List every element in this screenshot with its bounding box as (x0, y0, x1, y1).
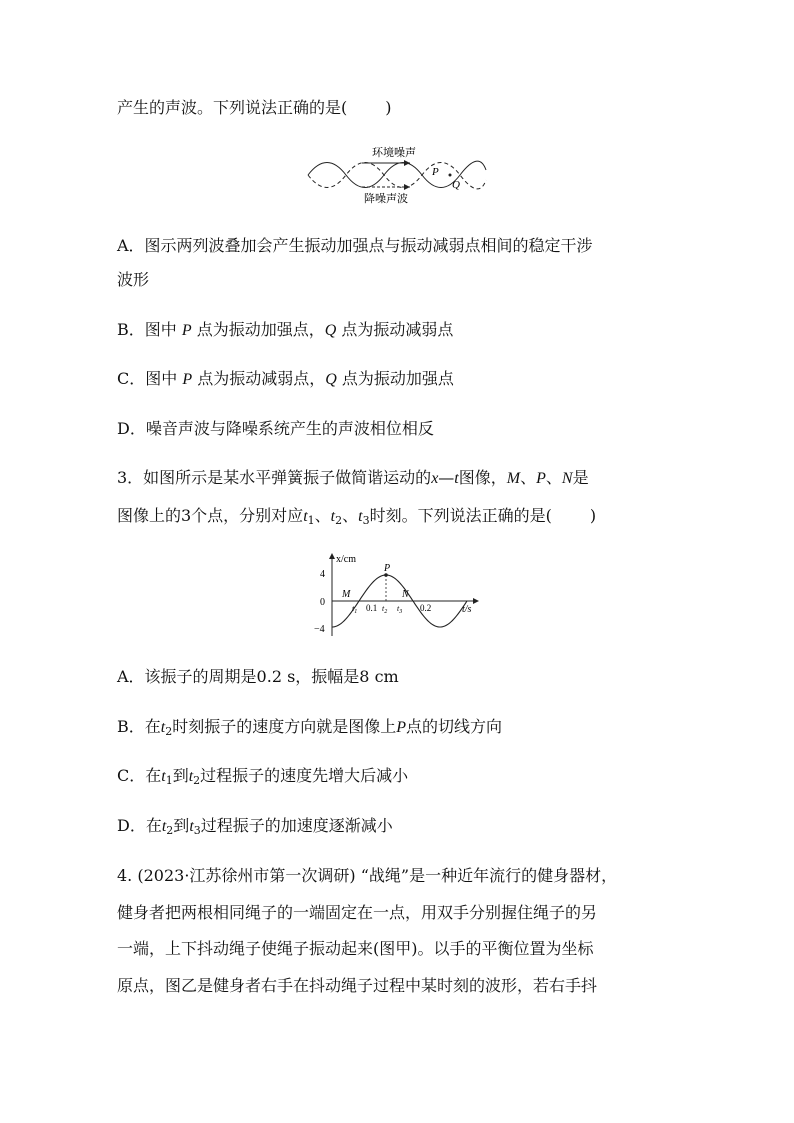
option-a: A．图示两列波叠加会产生振动加强点与振动减弱点相间的稳定干涉 (117, 236, 593, 255)
option-c: C．图中 P 点为振动减弱点，Q 点为振动加强点 (117, 369, 454, 388)
y-tick-0: 0 (320, 597, 325, 608)
option-a-cont: 波形 (117, 270, 150, 289)
y-tick-neg4: −4 (314, 624, 325, 635)
y-axis-label: x/cm (336, 554, 356, 565)
x-axis-label: t/s (462, 604, 472, 615)
noise-wave-figure (300, 140, 500, 210)
point-q-label: Q (452, 179, 460, 191)
q3-option-d: D．在$t_2$到$t_3$过程振子的加速度逐渐减小 (117, 816, 393, 837)
label-cancel-noise: 降噪声波 (364, 193, 408, 205)
option-b: B．图中 P 点为振动加强点，Q 点为振动减弱点 (117, 320, 454, 339)
t3-label: $t_3$ (397, 604, 403, 615)
q3-option-b: B．在$t_2$时刻振子的速度方向就是图像上P点的切线方向 (117, 717, 503, 738)
question-intro: 产生的声波。下列说法正确的是( ) (117, 98, 392, 117)
q3-stem-line1: 3．如图所示是某水平弹簧振子做简谐运动的x—t图像，M、P、N是 (117, 468, 589, 487)
x-tick-0.1: 0.1 (366, 603, 378, 613)
q4-line1: 4. (2023·江苏徐州市第一次调研) “战绳”是一种近年流行的健身器材， (117, 866, 618, 885)
point-q-dot (449, 174, 452, 177)
y-tick-4: 4 (320, 569, 325, 580)
xt-graph (300, 548, 490, 640)
option-d: D．噪音声波与降噪系统产生的声波相位相反 (117, 419, 434, 438)
q3-stem-line2: 图像上的3个点，分别对应$t_1$、$t_2$、$t_3$时刻。下列说法正确的是( ) (117, 506, 597, 527)
point-p-label: P (432, 166, 439, 178)
x-tick-0.2: 0.2 (420, 603, 432, 613)
point-n-label: N (402, 589, 409, 600)
q3-option-c: C．在$t_1$到$t_2$过程振子的速度先增大后减小 (117, 766, 409, 787)
t1-label: $t_1$ (352, 604, 358, 615)
q4-line4: 原点，图乙是健身者右手在抖动绳子过程中某时刻的波形，若右手抖 (117, 976, 598, 995)
q4-line2: 健身者把两根相同绳子的一端固定在一点，用双手分别握住绳子的另 (117, 903, 598, 922)
t2-label: $t_2$ (382, 604, 388, 615)
q3-option-a: A．该振子的周期是0.2 s，振幅是8 cm (117, 667, 399, 686)
point-m-label: M (342, 589, 351, 600)
q4-line3: 一端，上下抖动绳子使绳子振动起来(图甲)。以手的平衡位置为坐标 (117, 939, 594, 958)
point-p-label: P (384, 563, 391, 574)
label-environment-noise: 环境噪声 (372, 147, 416, 159)
